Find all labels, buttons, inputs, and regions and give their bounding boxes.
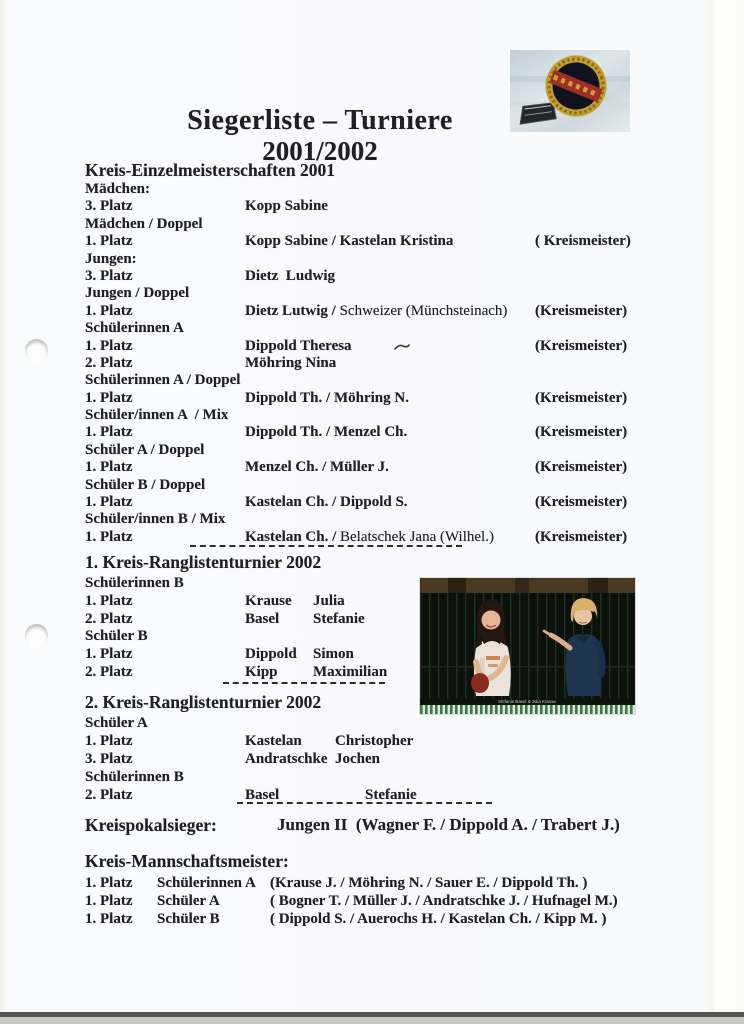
winner-name-regular: Schweizer (Münchsteinach)	[339, 302, 508, 319]
result-row	[85, 646, 425, 664]
winner-name	[245, 529, 494, 546]
section-mannschaftsmeister	[85, 851, 660, 928]
kreismeister-note: (Kreismeister)	[535, 528, 628, 545]
place-label: 2. Platz	[85, 787, 133, 803]
kreispokal-value: Jungen II (Wagner F. / Dippold A. / Trabert J.)	[277, 815, 620, 834]
place-label: 1. Platz	[85, 875, 133, 891]
place-label: 1. Platz	[85, 733, 133, 749]
place-label: 3. Platz	[85, 267, 133, 284]
place-label: 1. Platz	[85, 911, 133, 927]
category-label: Schüler A / Doppel	[85, 441, 205, 458]
place-label: 1. Platz	[85, 459, 133, 476]
winner-name-bold: Kastelan Ch. /	[245, 528, 341, 545]
category-label: Schülerinnen B	[85, 575, 184, 591]
category-row	[85, 628, 425, 646]
place-label: 1. Platz	[85, 302, 133, 319]
page-subtitle: 2001/2002	[262, 136, 378, 166]
kreismeister-note: (Kreismeister)	[535, 302, 628, 319]
winner-name: Menzel Ch. / Müller J.	[245, 459, 389, 476]
section-heading: Kreis-Einzelmeisterschaften 2001	[85, 160, 335, 180]
punch-hole-top	[25, 339, 48, 362]
category-row	[85, 181, 660, 198]
place-label: 2. Platz	[85, 663, 133, 680]
category-label: Schülerinnen A / Doppel	[85, 372, 241, 389]
winner-firstname: Simon	[313, 646, 354, 663]
section-ranglistenturnier-1	[85, 552, 425, 682]
winner-firstname: Jochen	[335, 751, 380, 767]
result-row	[85, 390, 660, 407]
place-label: 1. Platz	[85, 424, 133, 441]
result-row	[85, 664, 425, 682]
team-label: Schüler A	[157, 893, 220, 909]
place-label: 3. Platz	[85, 198, 133, 215]
category-row	[85, 251, 660, 268]
team-label: Schüler B	[157, 911, 220, 927]
result-row	[85, 233, 660, 250]
winner-name: Kopp Sabine / Kastelan Kristina	[245, 233, 454, 250]
place-label: 1. Platz	[85, 646, 133, 663]
kreismeister-note: (Kreismeister)	[535, 459, 628, 476]
winner-surname: Krause	[245, 592, 292, 609]
winner-name-regular: Belatschek Jana (Wilhel.)	[340, 528, 494, 545]
result-row	[85, 459, 660, 476]
section-heading: 1. Kreis-Ranglistenturnier 2002	[85, 552, 322, 572]
kreismeister-note: (Kreismeister)	[535, 494, 628, 511]
document-title	[85, 106, 555, 166]
place-label: 2. Platz	[85, 610, 133, 627]
kreispokal-label: Kreispokalsieger:	[85, 815, 217, 835]
result-row	[85, 424, 660, 441]
winner-firstname: Stefanie	[313, 610, 365, 627]
category-row	[85, 320, 660, 337]
place-label: 1. Platz	[85, 494, 133, 511]
winner-name: Dippold Theresa	[245, 337, 352, 354]
winner-firstname: Christopher	[335, 733, 414, 749]
kreismeister-note: (Kreismeister)	[535, 424, 628, 441]
team-result-row	[85, 910, 660, 928]
category-row	[85, 407, 660, 424]
winner-name-bold: Dietz Lutwig /	[245, 302, 340, 319]
result-row	[85, 494, 660, 511]
result-row	[85, 529, 660, 546]
pen-mark	[394, 342, 410, 352]
section-ranglistenturnier-2	[85, 692, 425, 804]
separator	[237, 802, 492, 804]
page-title: Siegerliste – Turniere	[187, 105, 453, 136]
place-label: 1. Platz	[85, 893, 133, 909]
team-members: ( Bogner T. / Müller J. / Andratschke J. / Hufnagel M.)	[270, 893, 618, 909]
separator	[190, 545, 462, 547]
category-label: Mädchen:	[85, 181, 150, 197]
result-row	[85, 355, 660, 372]
category-row	[85, 442, 660, 459]
tournament-photo	[420, 578, 635, 714]
result-row	[85, 732, 425, 750]
result-row	[85, 268, 660, 285]
category-label: Schülerinnen B	[85, 769, 184, 785]
photo-caption-text: Stefanie Basel & Julia Krause	[498, 699, 556, 704]
team-members: ( Dippold S. / Auerochs H. / Kastelan Ch. / Kipp M. )	[270, 911, 607, 927]
category-row	[85, 768, 425, 786]
team-label: Schülerinnen A	[157, 875, 256, 891]
category-label: Schüler B	[85, 628, 148, 645]
kreismeister-note: (Kreismeister)	[535, 389, 628, 406]
result-row	[85, 198, 660, 215]
winner-name: Dippold Th. / Menzel Ch.	[245, 424, 408, 441]
winner-surname: Andratschke	[245, 751, 328, 767]
winner-name: Dietz Ludwig	[245, 267, 335, 284]
category-label: Mädchen / Doppel	[85, 215, 203, 232]
winner-name: Möhring Nina	[245, 354, 337, 371]
place-label: 1. Platz	[85, 592, 133, 609]
kreismeister-note: ( Kreismeister)	[535, 233, 631, 250]
place-label: 2. Platz	[85, 354, 133, 371]
winner-name	[245, 303, 507, 320]
winner-firstname: Julia	[313, 592, 345, 609]
section-heading: 2. Kreis-Ranglistenturnier 2002	[85, 692, 322, 712]
category-row	[85, 714, 425, 732]
category-row	[85, 285, 660, 302]
section-einzelmeisterschaften	[85, 160, 660, 546]
winner-name: Dippold Th. / Möhring N.	[245, 389, 409, 406]
category-row	[85, 216, 660, 233]
category-label: Jungen / Doppel	[85, 285, 190, 302]
category-label: Schüler B / Doppel	[85, 476, 206, 493]
category-row	[85, 511, 660, 528]
category-label: Schüler/innen B / Mix	[85, 511, 226, 528]
photo-image	[420, 578, 635, 714]
category-row	[85, 372, 660, 389]
section-heading: Kreis-Mannschaftsmeister:	[85, 851, 289, 871]
result-row	[85, 750, 425, 768]
category-label: Schülerinnen A	[85, 320, 184, 337]
result-row	[85, 593, 425, 611]
team-result-row	[85, 892, 660, 910]
place-label: 1. Platz	[85, 337, 133, 354]
place-label: 1. Platz	[85, 389, 133, 406]
scan-bottom-margin	[0, 1017, 744, 1024]
winner-surname: Dippold	[245, 646, 297, 663]
place-label: 1. Platz	[85, 528, 133, 545]
category-row	[85, 477, 660, 494]
place-label: 3. Platz	[85, 751, 133, 767]
category-label: Schüler A	[85, 715, 148, 731]
winner-name: Kopp Sabine	[245, 198, 328, 215]
kreismeister-note: (Kreismeister)	[535, 337, 628, 354]
place-label: 1. Platz	[85, 233, 133, 250]
category-label: Schüler/innen A / Mix	[85, 407, 229, 424]
category-row	[85, 575, 425, 593]
kreispokal-row	[85, 815, 660, 837]
winner-firstname: Stefanie	[365, 787, 417, 803]
winner-name: Kastelan Ch. / Dippold S.	[245, 494, 408, 511]
result-row	[85, 338, 660, 355]
result-row	[85, 303, 660, 320]
team-members: (Krause J. / Möhring N. / Sauer E. / Dippold Th. )	[270, 875, 588, 891]
result-row	[85, 611, 425, 629]
winner-surname: Kipp	[245, 663, 278, 680]
winner-surname: Basel	[245, 787, 280, 803]
winner-firstname: Maximilian	[313, 663, 388, 680]
team-result-row	[85, 874, 660, 892]
winner-surname: Basel	[245, 610, 280, 627]
winner-surname: Kastelan	[245, 733, 302, 749]
punch-hole-bottom	[25, 624, 48, 647]
separator	[223, 682, 385, 684]
category-label: Jungen:	[85, 250, 137, 267]
